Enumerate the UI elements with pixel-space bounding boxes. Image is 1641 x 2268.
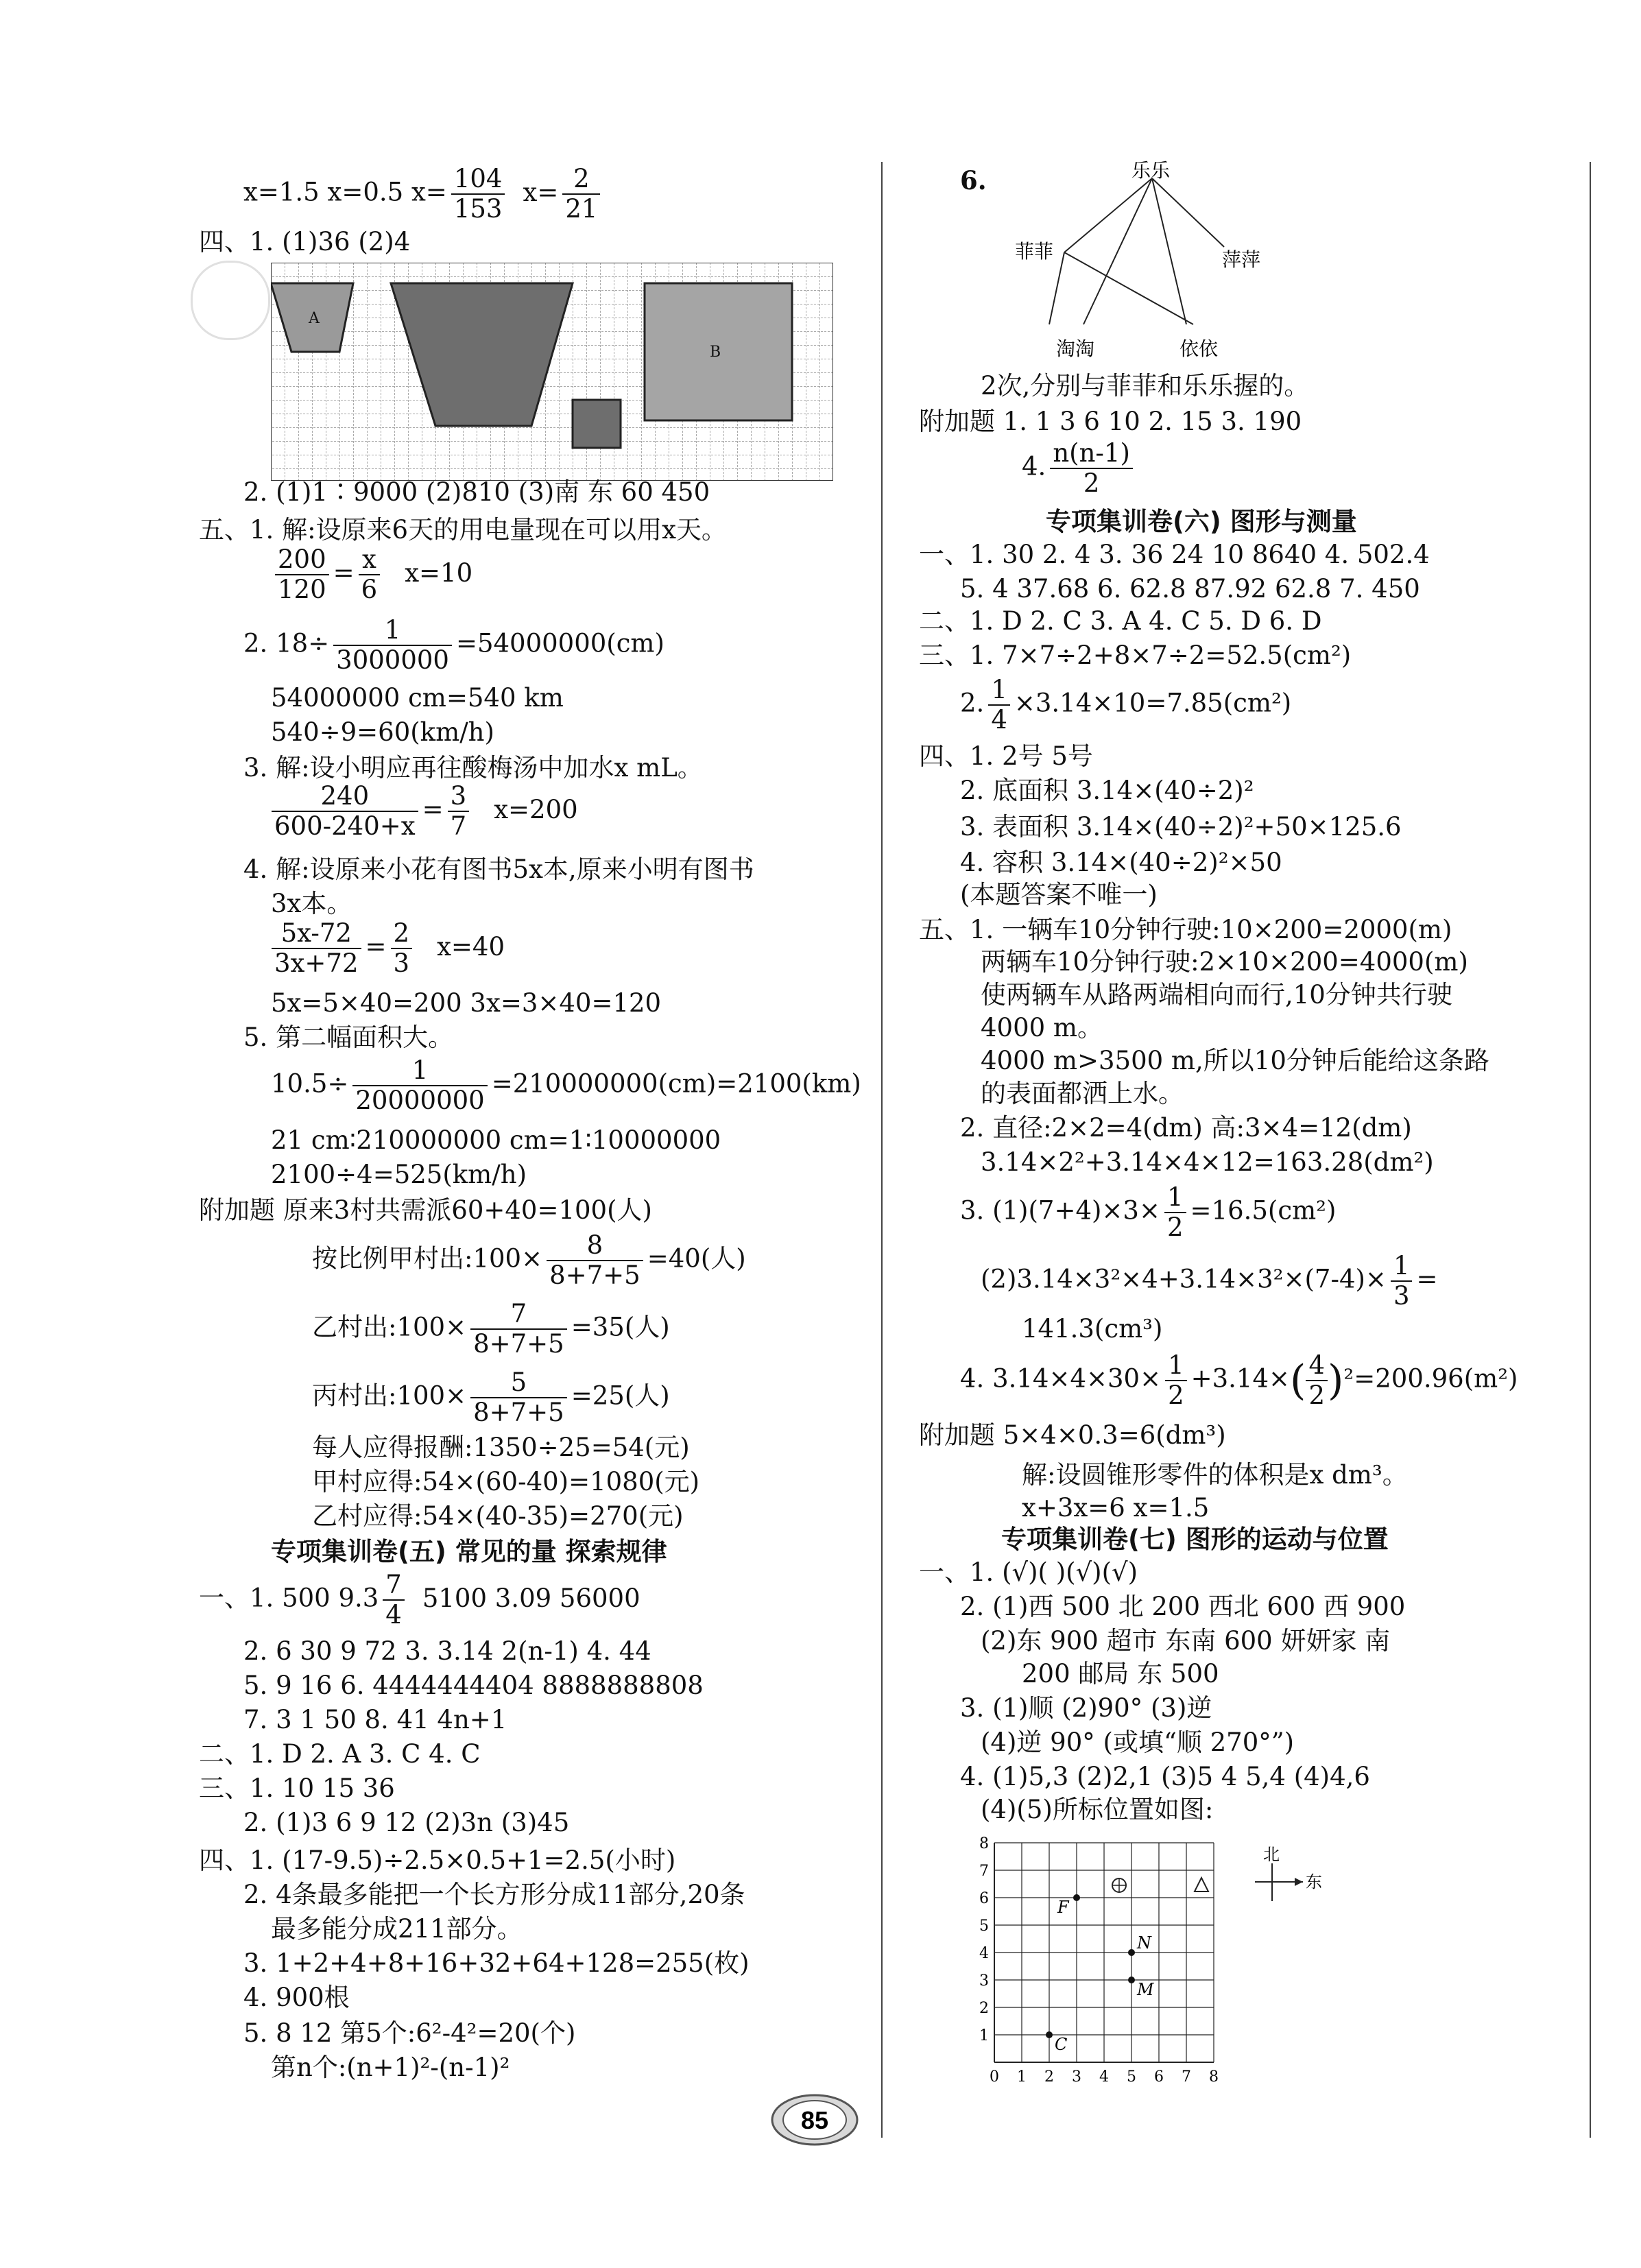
x-tick-label: 5 bbox=[1127, 2068, 1136, 2086]
name-lele: 乐乐 bbox=[1131, 159, 1171, 182]
y-tick-label: 5 bbox=[979, 1918, 989, 1935]
point-label-c: C bbox=[1055, 2035, 1068, 2054]
answer-line: 2. (1)1∶9000 (2)810 (3)南 东 60 450 bbox=[243, 477, 710, 507]
answer-line: 最多能分成211部分。 bbox=[271, 1914, 523, 1944]
answer-line: 使两辆车从路两端相向而行,10分钟共行驶 bbox=[981, 980, 1452, 1010]
answer-line: 四、1. (1)36 (2)4 bbox=[199, 227, 411, 256]
y-tick-label: 2 bbox=[979, 2000, 989, 2017]
point-label-m: M bbox=[1137, 1980, 1154, 1999]
page-number: 85 bbox=[800, 2106, 829, 2134]
answer-line: 四、1. (17-9.5)÷2.5×0.5+1=2.5(小时) bbox=[199, 1846, 676, 1875]
column-divider bbox=[1590, 162, 1591, 2138]
answer-line: 3.14×2²+3.14×4×12=163.28(dm²) bbox=[981, 1147, 1434, 1177]
y-tick-label: 8 bbox=[979, 1835, 989, 1852]
answer-line: 2. (1)西 500 北 200 西北 600 西 900 bbox=[960, 1592, 1406, 1621]
grid-lines bbox=[994, 1843, 1214, 2062]
answer-line: 141.3(cm³) bbox=[1022, 1314, 1163, 1344]
answer-line: 4. 容积 3.14×(40÷2)²×50 bbox=[960, 848, 1282, 877]
watermark-stamp bbox=[191, 261, 270, 340]
x-tick-label: 6 bbox=[1154, 2068, 1164, 2086]
column-divider bbox=[881, 162, 883, 2138]
answer-line: 5. 9 16 6. 4444444404 8888888808 bbox=[243, 1671, 704, 1700]
answer-line: 附加题 1. 1 3 6 10 2. 15 3. 190 bbox=[919, 407, 1302, 436]
answer-line: 一、1. 30 2. 4 3. 36 24 10 8640 4. 502.4 bbox=[919, 540, 1430, 569]
answer-line: x+3x=6 x=1.5 bbox=[1022, 1493, 1210, 1523]
answer-line: 4. 900根 bbox=[243, 1983, 350, 2012]
marker-circle bbox=[1112, 1878, 1126, 1892]
answer-line: 第n个:(n+1)²-(n-1)² bbox=[271, 2053, 510, 2082]
shape-label-b: B bbox=[710, 344, 721, 361]
answer-line: 3. 解:设小明应再往酸梅汤中加水x mL。 bbox=[243, 753, 703, 783]
answer-line: 2. 18÷ $\frac{1}{3000000}$ =54000000(cm) bbox=[243, 615, 664, 675]
north-label: 北 bbox=[1263, 1845, 1280, 1864]
answer-line: 附加题 5×4×0.3=6(dm³) bbox=[919, 1420, 1226, 1450]
y-tick-label: 6 bbox=[979, 1890, 989, 1907]
compass bbox=[1255, 1845, 1322, 1901]
answer-line: 二、1. D 2. A 3. C 4. C bbox=[199, 1739, 481, 1769]
answer-line: 5. 第二幅面积大。 bbox=[243, 1023, 454, 1052]
answer-line: 3. 1+2+4+8+16+32+64+128=255(枚) bbox=[243, 1948, 750, 1978]
answer-line: 5x=5×40=200 3x=3×40=120 bbox=[271, 988, 662, 1018]
page-number-badge bbox=[767, 2089, 863, 2151]
x-tick-label: 0 bbox=[990, 2068, 999, 2086]
point-n bbox=[1128, 1949, 1135, 1956]
x-tick-label: 7 bbox=[1182, 2068, 1191, 2086]
answer-line: 一、1. 500 9.3 $\frac{7}{4}$ 5100 3.09 56000 bbox=[199, 1570, 640, 1630]
name-taotao: 淘淘 bbox=[1056, 337, 1095, 360]
name-feifei: 菲菲 bbox=[1015, 240, 1054, 263]
answer-line: $\frac{200}{120}$ = $\frac{x}{6}$ x=10 bbox=[271, 545, 472, 604]
answer-line: 3. (1)(7+4)×3× $\frac{1}{2}$ =16.5(cm²) bbox=[960, 1182, 1337, 1242]
answer-line: 7. 3 1 50 8. 41 4n+1 bbox=[243, 1705, 507, 1734]
answer-line: 2. (1)3 6 9 12 (2)3n (3)45 bbox=[243, 1808, 570, 1837]
answer-line: 3. 表面积 3.14×(40÷2)²+50×125.6 bbox=[960, 812, 1402, 841]
answer-line: 2. 直径:2×2=4(dm) 高:3×4=12(dm) bbox=[960, 1113, 1412, 1143]
marker-triangle bbox=[1195, 1878, 1208, 1891]
y-tick-label: 4 bbox=[979, 1945, 989, 1962]
area-grid-figure bbox=[271, 263, 833, 481]
answer-line: 5. 8 12 第5个:6²-4²=20(个) bbox=[243, 2018, 576, 2048]
answer-line: 四、1. 2号 5号 bbox=[919, 741, 1093, 771]
point-m bbox=[1128, 1977, 1135, 1983]
handshake-diagram bbox=[1008, 156, 1310, 376]
shape-label-a: A bbox=[309, 310, 320, 327]
answer-line: 两辆车10分钟行驶:2×10×200=4000(m) bbox=[981, 947, 1468, 977]
answer-line: (4)(5)所标位置如图: bbox=[981, 1795, 1214, 1824]
answer-line: 2100÷4=525(km/h) bbox=[271, 1160, 527, 1189]
answer-line: 2. 底面积 3.14×(40÷2)² bbox=[960, 776, 1254, 805]
answer-line: 每人应得报酬:1350÷25=54(元) bbox=[312, 1433, 690, 1462]
answer-line: (2)3.14×3²×4+3.14×3²×(7-4)× $\frac{1}{3}$ = bbox=[981, 1251, 1438, 1311]
answer-line: 乙村出:100× $\frac{7}{8+7+5}$ =35(人) bbox=[312, 1299, 670, 1359]
answer-line: (2)东 900 超市 东南 600 妍妍家 南 bbox=[981, 1626, 1391, 1656]
answer-line: 200 邮局 东 500 bbox=[1022, 1659, 1219, 1688]
name-pingping: 萍萍 bbox=[1222, 248, 1261, 271]
answer-line: 解:设圆锥形零件的体积是x dm³。 bbox=[1022, 1460, 1408, 1490]
answer-line: 二、1. D 2. C 3. A 4. C 5. D 6. D bbox=[919, 606, 1322, 636]
answer-line: 五、1. 一辆车10分钟行驶:10×200=2000(m) bbox=[919, 915, 1452, 944]
point-label-f: F bbox=[1057, 1898, 1069, 1917]
answer-line: 甲村应得:54×(60-40)=1080(元) bbox=[312, 1467, 700, 1496]
answer-line: 540÷9=60(km/h) bbox=[271, 717, 494, 747]
answer-line: 3. (1)顺 (2)90° (3)逆 bbox=[960, 1693, 1212, 1723]
answer-line: 2. $\frac{1}{4}$ ×3.14×10=7.85(cm²) bbox=[960, 675, 1292, 735]
answer-line: 3x本。 bbox=[271, 889, 352, 918]
y-tick-label: 1 bbox=[979, 2027, 989, 2044]
grid-ticks bbox=[979, 1835, 1219, 2086]
answer-line: 4000 m>3500 m,所以10分钟后能给这条路 bbox=[981, 1046, 1489, 1075]
answer-line: x=1.5 x=0.5 x= $\frac{104}{153}$ x= $\frac{2}{21}$ bbox=[243, 165, 604, 224]
answer-line: 54000000 cm=540 km bbox=[271, 683, 564, 713]
answer-line: 按比例甲村出:100× $\frac{8}{8+7+5}$ =40(人) bbox=[312, 1230, 746, 1290]
x-tick-label: 4 bbox=[1099, 2068, 1109, 2086]
answer-line: $\frac{240}{600-240+x}$ = $\frac{3}{7}$ x=200 bbox=[267, 782, 578, 841]
point-c bbox=[1046, 2031, 1053, 2038]
answer-line: 2次,分别与菲菲和乐乐握的。 bbox=[981, 371, 1310, 401]
x-tick-label: 8 bbox=[1209, 2068, 1219, 2086]
grid-points bbox=[1046, 1894, 1155, 2054]
answer-line: (本题答案不唯一) bbox=[960, 880, 1158, 909]
x-tick-label: 2 bbox=[1044, 2068, 1054, 2086]
answer-line: 4000 m。 bbox=[981, 1013, 1103, 1042]
answer-line: 10.5÷ $\frac{1}{20000000}$ =210000000(cm)=2100(km) bbox=[271, 1055, 861, 1115]
small-square bbox=[573, 400, 621, 448]
question-number: 6. bbox=[960, 165, 987, 195]
answer-line: 乙村应得:54×(40-35)=270(元) bbox=[312, 1501, 684, 1531]
y-tick-label: 7 bbox=[979, 1863, 989, 1880]
answer-line: 丙村出:100× $\frac{5}{8+7+5}$ =25(人) bbox=[312, 1368, 670, 1427]
answer-line: 4. 3.14×4×30× $\frac{1}{2}$ +3.14×( $\frac{4}{2}$ )²=200.96(m²) bbox=[960, 1350, 1518, 1410]
section-title-7: 专项集训卷(七) 图形的运动与位置 bbox=[1001, 1525, 1389, 1554]
answer-line: 4. 解:设原来小花有图书5x本,原来小明有图书 bbox=[243, 855, 754, 884]
answer-line: 的表面都洒上水。 bbox=[981, 1079, 1184, 1108]
answer-line: 五、1. 解:设原来6天的用电量现在可以用x天。 bbox=[199, 515, 727, 545]
answer-line: (4)逆 90° (或填“顺 270°”) bbox=[981, 1728, 1295, 1757]
section-title-6: 专项集训卷(六) 图形与测量 bbox=[1046, 507, 1357, 536]
coordinate-grid bbox=[967, 1826, 1337, 2086]
answer-line: 2. 6 30 9 72 3. 3.14 2(n-1) 4. 44 bbox=[243, 1636, 651, 1666]
name-yiyi: 依依 bbox=[1179, 337, 1219, 360]
east-label: 东 bbox=[1306, 1872, 1322, 1891]
section-title-5: 专项集训卷(五) 常见的量 探索规律 bbox=[271, 1537, 667, 1566]
x-tick-label: 1 bbox=[1017, 2068, 1027, 2086]
answer-line: $\frac{5x-72}{3x+72}$ = $\frac{2}{3}$ x=40 bbox=[267, 919, 505, 978]
answer-line: 一、1. (√)( )(√)(√) bbox=[919, 1557, 1138, 1587]
answer-line: 5. 4 37.68 6. 62.8 87.92 62.8 7. 450 bbox=[960, 574, 1420, 604]
answer-line: 附加题 原来3村共需派60+40=100(人) bbox=[199, 1195, 652, 1225]
answer-line: 2. 4条最多能把一个长方形分成11部分,20条 bbox=[243, 1880, 745, 1909]
point-label-n: N bbox=[1137, 1933, 1151, 1953]
answer-line: 4. $\frac{n(n-1)}{2}$ bbox=[1022, 439, 1137, 498]
answer-line: 三、1. 10 15 36 bbox=[199, 1774, 395, 1803]
point-f bbox=[1073, 1894, 1080, 1901]
y-tick-label: 3 bbox=[979, 1972, 989, 1990]
x-tick-label: 3 bbox=[1072, 2068, 1081, 2086]
answer-line: 21 cm∶210000000 cm=1∶10000000 bbox=[271, 1125, 721, 1155]
answer-line: 4. (1)5,3 (2)2,1 (3)5 4 5,4 (4)4,6 bbox=[960, 1762, 1370, 1791]
answer-line: 三、1. 7×7÷2+8×7÷2=52.5(cm²) bbox=[919, 641, 1352, 670]
